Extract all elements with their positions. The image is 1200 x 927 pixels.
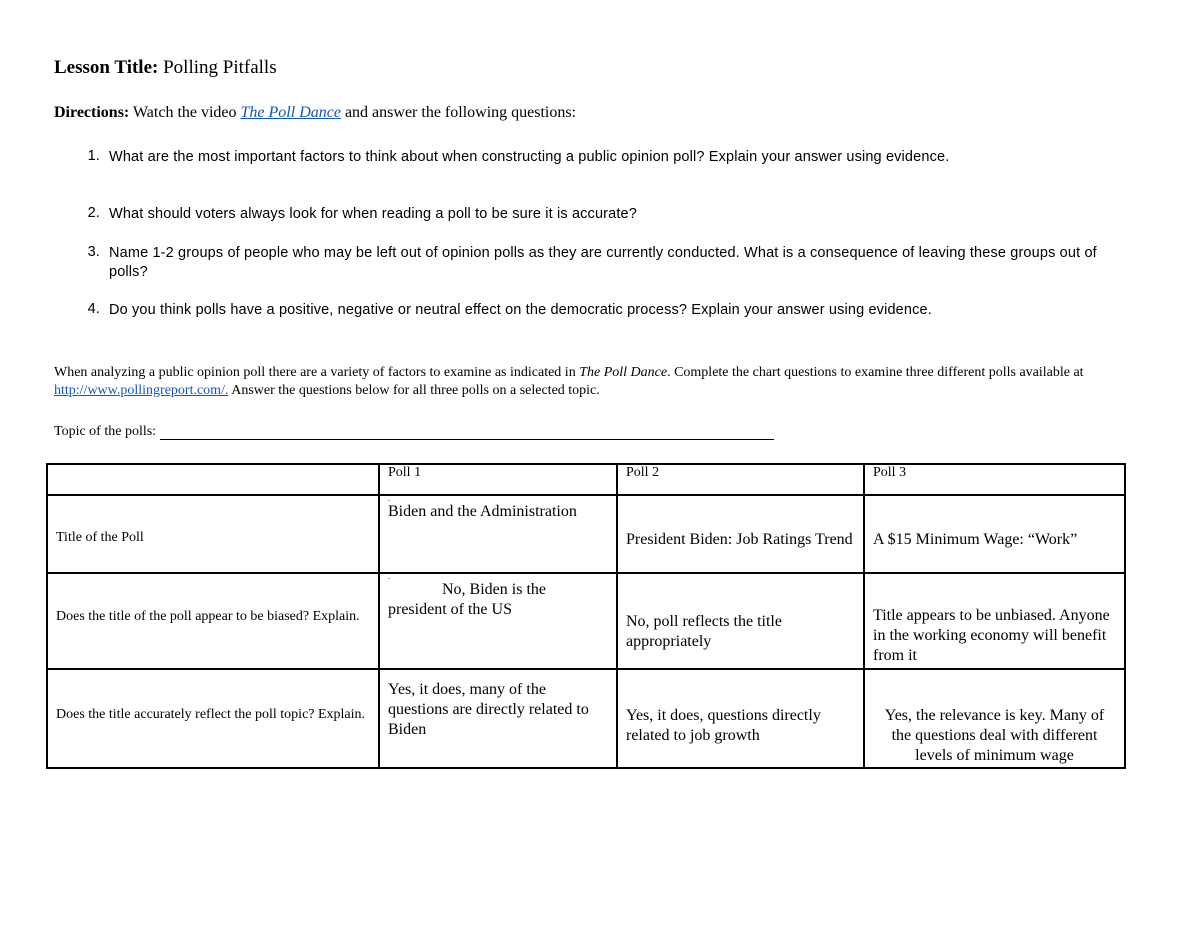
- directions: [54, 104, 576, 122]
- answer-cell[interactable]: [379, 573, 617, 669]
- directions-text-after: and answer the following questions:: [344, 104, 577, 121]
- cell-marker: .: [388, 572, 390, 581]
- topic-blank-line[interactable]: [160, 425, 774, 440]
- table-row: [47, 573, 1125, 669]
- header-cell-poll-2: Poll 2: [617, 464, 864, 495]
- lesson-title: [54, 57, 277, 79]
- poll-analysis-table: [46, 463, 1126, 769]
- question-text: What are the most important factors to think about when constructing a public opinion poll? Explain your answer using evidence.: [109, 149, 950, 165]
- intro-video-title: The Poll Dance: [579, 365, 668, 380]
- header-cell-poll-3: Poll 3: [864, 464, 1125, 495]
- lesson-title-label: Lesson Title:: [54, 57, 159, 78]
- intro-text-1: When analyzing a public opinion poll there are a variety of factors to examine as indicated in: [54, 365, 576, 380]
- answer-text: No, Biden is the president of the US: [388, 581, 546, 618]
- video-link[interactable]: The Poll Dance: [240, 104, 341, 121]
- answer-cell[interactable]: Yes, it does, many of the questions are directly related to Biden: [379, 669, 617, 768]
- pollingreport-link[interactable]: http://www.pollingreport.com/.: [54, 383, 229, 398]
- answer-cell[interactable]: Yes, the relevance is key. Many of the questions deal with different levels of minimum wage: [864, 669, 1125, 768]
- lesson-title-text: Polling Pitfalls: [163, 57, 277, 78]
- question-text: Name 1-2 groups of people who may be left out of opinion polls as they are currently conducted. What is a consequence of leaving these groups out of polls?: [109, 245, 1097, 280]
- question-number: 4.: [87, 301, 100, 317]
- table-row: [47, 495, 1125, 573]
- cell-marker: .: [388, 494, 390, 503]
- header-cell-poll-1: Poll 1: [379, 464, 617, 495]
- table-row: [47, 669, 1125, 768]
- intro-paragraph: [54, 364, 1134, 400]
- question-text: What should voters always look for when reading a poll to be sure it is accurate?: [109, 206, 637, 222]
- answer-cell[interactable]: No, poll reflects the title appropriately: [617, 573, 864, 669]
- answer-cell[interactable]: President Biden: Job Ratings Trend: [617, 495, 864, 573]
- intro-text-3: Answer the questions below for all three polls on a selected topic.: [231, 383, 600, 398]
- row-label: Does the title accurately reflect the poll topic? Explain.: [47, 669, 379, 768]
- directions-text-before: Watch the video: [132, 104, 237, 121]
- answer-cell[interactable]: Title appears to be unbiased. Anyone in the working economy will benefit from it: [864, 573, 1125, 669]
- question-number: 1.: [87, 148, 100, 164]
- topic-field: [54, 424, 774, 440]
- question-text: Do you think polls have a positive, negative or neutral effect on the democratic process? Explain your answer using evidence.: [109, 302, 932, 318]
- intro-text-2: . Complete the chart questions to examine three different polls available at: [667, 365, 1084, 380]
- directions-label: Directions:: [54, 104, 130, 121]
- table-header-row: [47, 464, 1125, 495]
- header-cell-empty: [47, 464, 379, 495]
- answer-text: Biden and the Administration: [388, 503, 577, 520]
- question-number: 3.: [87, 244, 100, 260]
- answer-cell[interactable]: Yes, it does, questions directly related to job growth: [617, 669, 864, 768]
- answer-cell[interactable]: A $15 Minimum Wage: “Work”: [864, 495, 1125, 573]
- row-label: Does the title of the poll appear to be biased? Explain.: [47, 573, 379, 669]
- answer-cell[interactable]: [379, 495, 617, 573]
- question-number: 2.: [87, 205, 100, 221]
- topic-label: Topic of the polls:: [54, 424, 157, 439]
- row-label: Title of the Poll: [47, 495, 379, 573]
